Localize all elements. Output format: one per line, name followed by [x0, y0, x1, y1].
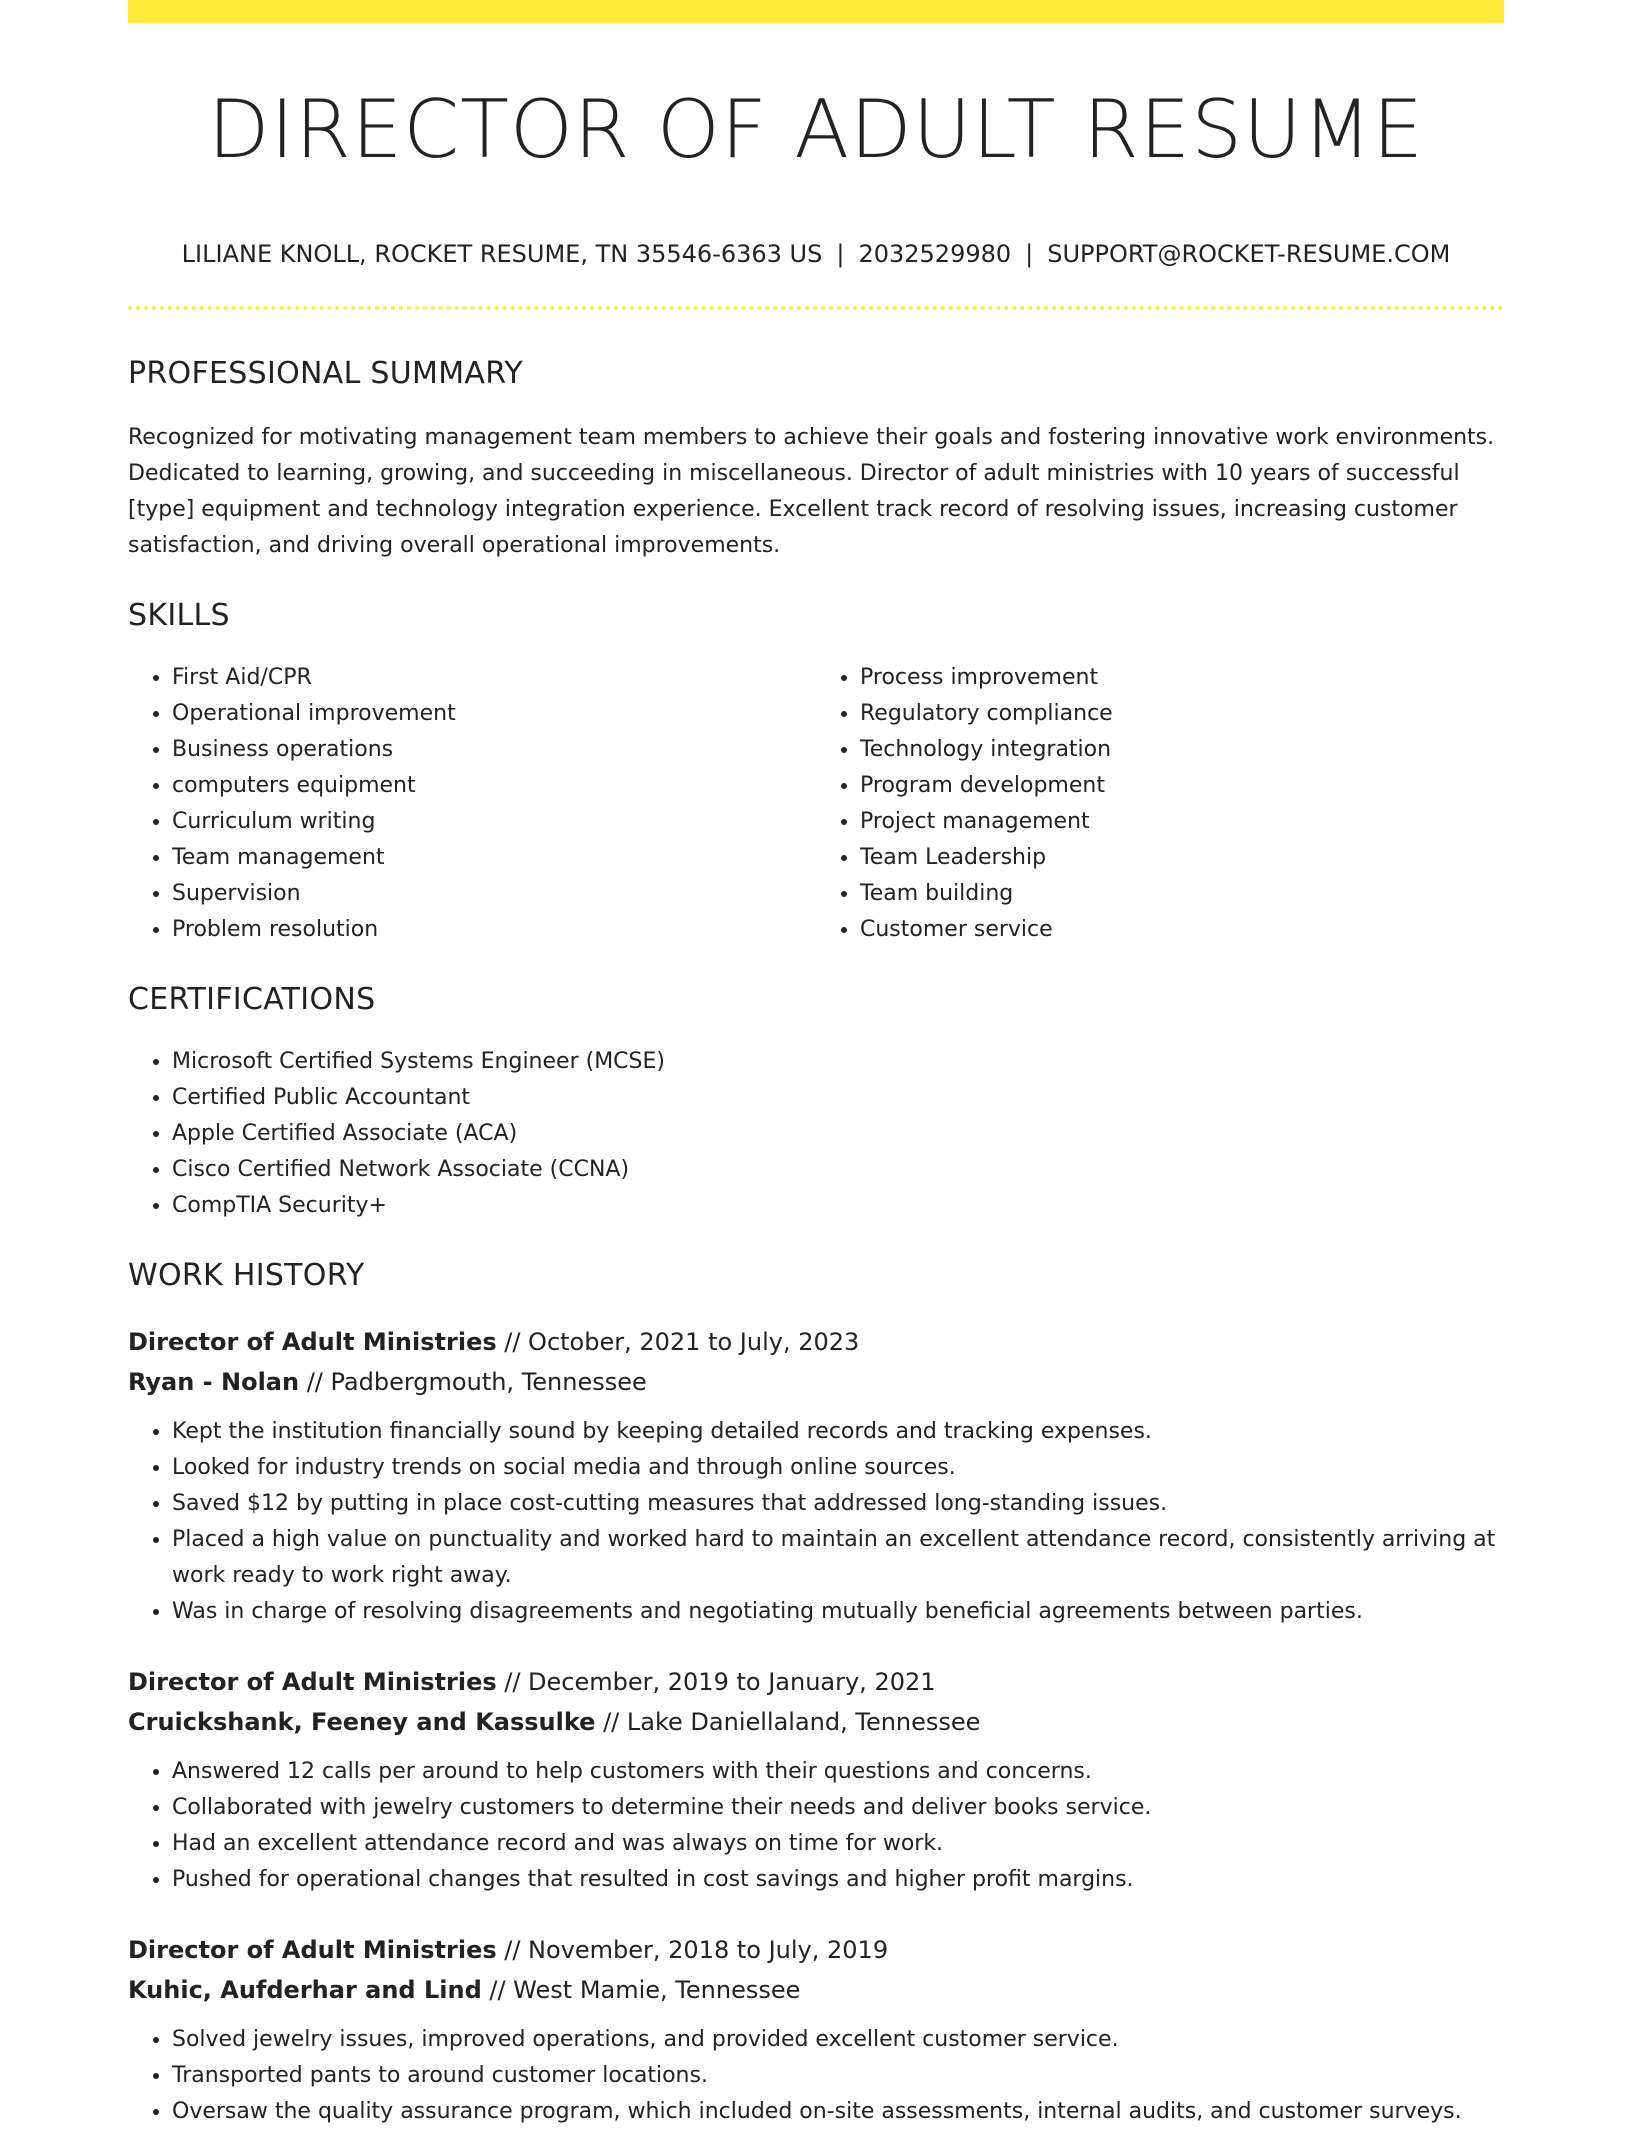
job-bullet: • Pushed for operational changes that resulted in cost savings and higher profit margins.: [172, 1862, 1504, 1898]
dotted-divider: [128, 306, 1504, 310]
skill-item: • Supervision: [172, 876, 816, 912]
contact-line: [128, 237, 1504, 271]
job-location: // Lake Daniellaland, Tennessee: [595, 1708, 981, 1736]
job-bullet: • Looked for industry trends on social media and through online sources.: [172, 1450, 1504, 1486]
job-company: Kuhic, Aufderhar and Lind: [128, 1976, 482, 2004]
skill-item: • First Aid/CPR: [172, 660, 816, 696]
skill-item: • Program development: [860, 768, 1504, 804]
resume-content: [128, 352, 1504, 2130]
job-bullet: • Solved jewelry issues, improved operations, and provided excellent customer service.: [172, 2022, 1504, 2058]
job-company-line: [128, 1970, 1504, 2010]
job-dates: // December, 2019 to January, 2021: [496, 1668, 936, 1696]
skill-item: • Operational improvement: [172, 696, 816, 732]
job-bullet: • Saved $12 by putting in place cost-cutting measures that addressed long-standing issues.: [172, 1486, 1504, 1522]
job-title-line: [128, 1930, 1504, 1970]
work-history-section: [128, 1254, 1504, 2130]
contact-email: SUPPORT@ROCKET-RESUME.COM: [1047, 240, 1451, 268]
skill-item: • Team Leadership: [860, 840, 1504, 876]
job-bullet: • Transported pants to around customer locations.: [172, 2058, 1504, 2094]
job-title: Director of Adult Ministries: [128, 1668, 497, 1696]
summary-text: Recognized for motivating management team members to achieve their goals and fostering innovative work environments. Dedicated to learning, growing, and succeeding in miscellaneous. Director of adult ministries with 10 years of successful [type] equipment and technology integration experience. Excellent track record of resolving issues, increasing customer satisfaction, and driving overall operational improvements.: [128, 425, 1495, 558]
job-bullet: • Was in charge of resolving disagreements and negotiating mutually beneficial agreements between parties.: [172, 1594, 1504, 1630]
certification-item: • Certified Public Accountant: [172, 1080, 1504, 1116]
job-location: // West Mamie, Tennessee: [481, 1976, 801, 2004]
job-location: // Padbergmouth, Tennessee: [299, 1368, 647, 1396]
skill-item: • Curriculum writing: [172, 804, 816, 840]
job-bullets: [128, 1754, 1504, 1898]
skills-list-left: [128, 660, 816, 948]
job-entry: [128, 1662, 1504, 1898]
page-title: DIRECTOR OF ADULT RESUME: [207, 83, 1425, 176]
contact-separator: |: [1025, 240, 1034, 268]
skill-item: • Team building: [860, 876, 1504, 912]
job-dates: // November, 2018 to July, 2019: [496, 1936, 889, 1964]
skills-columns: [128, 660, 1504, 948]
skill-item: • Business operations: [172, 732, 816, 768]
certifications-heading: CERTIFICATIONS: [128, 982, 376, 1017]
summary-heading: PROFESSIONAL SUMMARY: [128, 356, 524, 391]
job-title-line: [128, 1662, 1504, 1702]
certifications-section: [128, 978, 1504, 1224]
skill-item: • Team management: [172, 840, 816, 876]
contact-phone: 2032529980: [858, 240, 1012, 268]
certification-item: • Cisco Certified Network Associate (CCNA): [172, 1152, 1504, 1188]
skill-item: • Process improvement: [860, 660, 1504, 696]
job-bullet: • Oversaw the quality assurance program, which included on-site assessments, internal audits, and customer surveys.: [172, 2094, 1504, 2130]
job-bullet: • Placed a high value on punctuality and worked hard to maintain an excellent attendance record, consistently arriving at work ready to work right away.: [172, 1522, 1504, 1594]
certifications-list: [128, 1044, 1504, 1224]
skills-section: [128, 594, 1504, 948]
skill-item: • computers equipment: [172, 768, 816, 804]
skill-item: • Regulatory compliance: [860, 696, 1504, 732]
job-company-line: [128, 1702, 1504, 1742]
skills-heading: SKILLS: [128, 598, 230, 633]
certification-item: • Apple Certified Associate (ACA): [172, 1116, 1504, 1152]
certification-item: • Microsoft Certified Systems Engineer (MCSE): [172, 1044, 1504, 1080]
job-title: Director of Adult Ministries: [128, 1936, 497, 1964]
skill-item: • Project management: [860, 804, 1504, 840]
job-bullet: • Collaborated with jewelry customers to determine their needs and deliver books service.: [172, 1790, 1504, 1826]
summary-section: [128, 352, 1504, 564]
work-history-heading: WORK HISTORY: [128, 1258, 365, 1293]
job-bullet: • Had an excellent attendance record and was always on time for work.: [172, 1826, 1504, 1862]
job-dates: // October, 2021 to July, 2023: [496, 1328, 860, 1356]
job-bullet: • Kept the institution financially sound by keeping detailed records and tracking expenses.: [172, 1414, 1504, 1450]
skills-list-right: [816, 660, 1504, 948]
job-company: Cruickshank, Feeney and Kassulke: [128, 1708, 596, 1736]
skill-item: • Problem resolution: [172, 912, 816, 948]
skill-item: • Technology integration: [860, 732, 1504, 768]
skill-item: • Customer service: [860, 912, 1504, 948]
top-accent-bar: [128, 0, 1504, 23]
job-title: Director of Adult Ministries: [128, 1328, 497, 1356]
contact-address: LILIANE KNOLL, ROCKET RESUME, TN 35546-6363 US: [181, 240, 823, 268]
job-bullets: [128, 1414, 1504, 1630]
job-entry: [128, 1322, 1504, 1630]
job-title-line: [128, 1322, 1504, 1362]
job-company: Ryan - Nolan: [128, 1368, 300, 1396]
certification-item: • CompTIA Security+: [172, 1188, 1504, 1224]
job-bullet: • Answered 12 calls per around to help customers with their questions and concerns.: [172, 1754, 1504, 1790]
job-company-line: [128, 1362, 1504, 1402]
job-bullets: [128, 2022, 1504, 2130]
contact-separator: |: [836, 240, 845, 268]
job-entry: [128, 1930, 1504, 2130]
